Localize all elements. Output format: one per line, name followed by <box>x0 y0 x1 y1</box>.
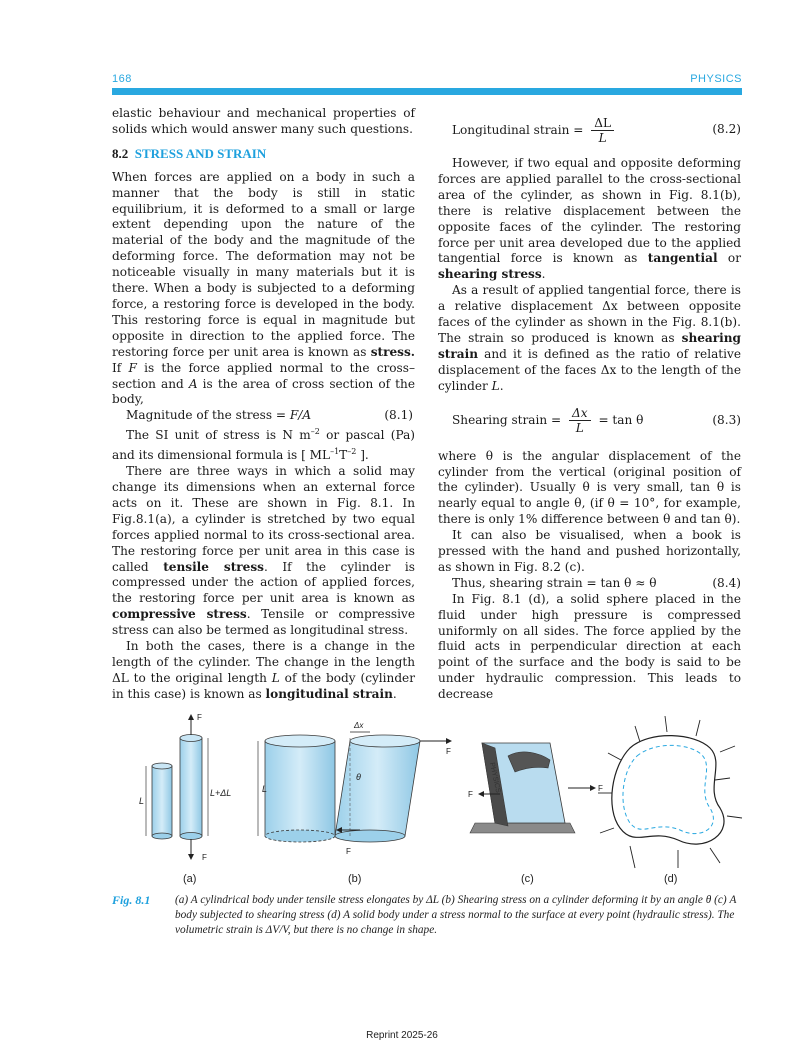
label-F: F <box>468 790 473 799</box>
figure-panel-a <box>139 713 231 862</box>
paragraph-shearing-stress: However, if two equal and opposite deforming forces are applied parallel to the cross-sectional area of the cylinder, as shown in Fig. 8.1(b), there is relative displacement between the opposite faces of the cylinder. The restoring force per unit area developed due to the applied tangential force is known as tangential or shearing stress. <box>438 156 741 282</box>
subfigure-label-d: (d) <box>664 873 678 885</box>
figure-caption: (a) A cylindrical body under tensile stress elongates by ΔL (b) Shearing stress on a cylinder deforming it by an angle θ (c) A body subjected to shearing stress (d) A solid body under a stress normal to the surface at every point (hydraulic stress). The volumetric strain is ΔV/V, but there is no change in shape. <box>175 894 737 936</box>
paragraph-three-ways: There are three ways in which a solid may change its dimensions when an external force acts on it. These are shown in Fig. 8.1. In Fig.8.1(a), a cylinder is stretched by two equal forces applied normal to its cross-sectional area. The restoring force per unit area in this case is called tensile stress. If the cylinder is compressed under the action of applied forces, the restoring force per unit area is known as compressive stress. Tensile or compressive stress can also be termed as longitudinal stress. <box>112 464 415 638</box>
equation-8-1: Magnitude of the stress = F/A (8.1) <box>126 408 413 423</box>
term-compressive-stress: compressive stress <box>112 607 247 622</box>
equation-number: (8.1) <box>384 408 413 423</box>
paragraph-longitudinal-strain: In both the cases, there is a change in the length of the cylinder. The change in the length ΔL to the original length L of the body (cylinder in this case) is known as longitudinal strain. <box>112 639 415 701</box>
label-F: F <box>346 847 351 856</box>
paragraph-si-unit: The SI unit of stress is N $m^{-2}$ or pascal (Pa) and its dimensional formula is [ $ML^{-1}T^{-2}$ ]. <box>112 427 415 463</box>
equation-number: (8.4) <box>712 575 741 590</box>
figure-8-1 <box>130 708 750 883</box>
paragraph-book: It can also be visualised, when a book is pressed with the hand and pushed horizontally, as shown in Fig. 8.2 (c). <box>438 528 741 574</box>
page-number: 168 <box>112 73 132 85</box>
label-delta-x: Δx <box>354 721 364 730</box>
label-F: F <box>197 713 202 722</box>
equation-number: (8.2) <box>712 122 741 137</box>
subfigure-label-b: (b) <box>348 873 362 885</box>
term-shearing-strain: shearing strain <box>438 330 741 361</box>
equation-number: (8.3) <box>712 412 741 427</box>
fraction: $\frac{\Delta x}{L}$ <box>569 406 591 435</box>
equation-8-3: Shearing strain = $\frac{\Delta x}{L}$ = tan θ (8.3) <box>452 406 741 436</box>
paragraph-stress-definition: When forces are applied on a body in such a manner that the body is still in static equilibrium, it is deformed to a small or large extent depending upon the nature of the material of the body and the magnitude of the deforming force. The deformation may not be noticeable visually in many materials but it is there. When a body is subjected to a deforming force, a restoring force is developed in the body. This restoring force is equal in magnitude but opposite in direction to the applied force. The restoring force per unit area is known as stress. If F is the force applied normal to the cross–section and A is the area of cross section of the body, <box>112 169 415 407</box>
figure-caption-label: Fig. 8.1 <box>112 893 151 907</box>
header-rule <box>112 88 742 95</box>
label-L-plus-delta: L+ΔL <box>210 788 232 798</box>
left-column <box>112 106 415 703</box>
reprint-footer: Reprint 2025-26 <box>366 1030 438 1041</box>
label-F: F <box>202 853 207 862</box>
book-spine-label: PHYSICS <box>488 761 502 794</box>
paragraph-shearing-strain: As a result of applied tangential force, there is a relative displacement Δx between opposite faces of the cylinder as shown in the Fig. 8.1(b). The strain so produced is known as shearing strain and it is defined as the ratio of relative displacement of the faces Δx to the length of the cylinder L. <box>438 283 741 393</box>
fraction: $\frac{\Delta L}{L}$ <box>591 116 614 145</box>
label-theta: θ <box>356 772 361 782</box>
term-longitudinal-strain: longitudinal strain <box>265 686 393 701</box>
term-stress: stress. <box>370 344 415 359</box>
running-title: PHYSICS <box>690 73 742 85</box>
right-column <box>438 106 741 703</box>
label-F: F <box>598 784 603 793</box>
label-L: L <box>138 796 144 806</box>
section-number: 8.2 <box>112 145 129 161</box>
label-L: L <box>262 784 268 794</box>
term-tangential: tangential <box>647 251 718 266</box>
equation-8-4: Thus, shearing strain = tan θ ≈ θ (8.4) <box>452 575 741 590</box>
paragraph-intro: elastic behaviour and mechanical properties of solids which would answer many such questions. <box>112 106 415 136</box>
paragraph-theta: where θ is the angular displacement of the cylinder from the vertical (original position of the cylinder). Usually θ is very small, tan θ is nearly equal to angle θ, (if θ = 10°, for example, there is only 1% difference between θ and tan θ). <box>438 448 741 527</box>
term-shearing-stress: shearing stress <box>438 267 542 282</box>
subfigure-label-a: (a) <box>183 873 197 885</box>
figure-panel-d <box>598 716 742 868</box>
label-F: F <box>446 747 451 756</box>
figure-panel-c <box>468 743 603 833</box>
equation-8-2: Longitudinal strain = $\frac{\Delta L}{L}$ (8.2) <box>452 115 741 145</box>
term-tensile-stress: tensile stress <box>163 559 264 574</box>
subfigure-label-c: (c) <box>521 873 534 885</box>
figure-panel-b <box>258 721 452 856</box>
paragraph-hydraulic: In Fig. 8.1 (d), a solid sphere placed in the fluid under high pressure is compressed uniformly on all sides. The force applied by the fluid acts in perpendicular direction at each point of the surface and the body is said to be under hydraulic compression. This leads to decrease <box>438 591 741 702</box>
section-title: STRESS AND STRAIN <box>134 145 267 161</box>
section-heading <box>112 146 415 162</box>
